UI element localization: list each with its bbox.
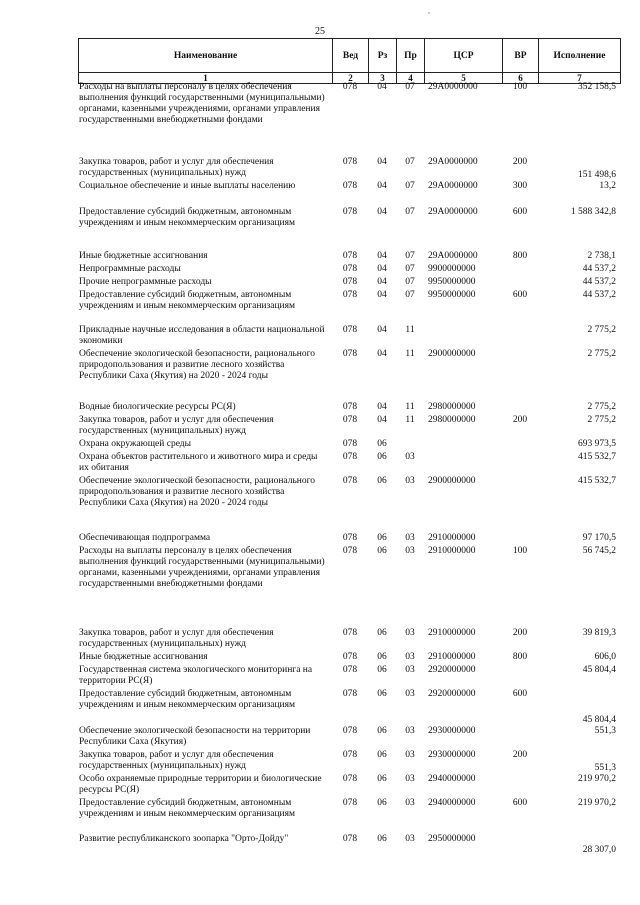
row-ved: 078 bbox=[342, 290, 358, 300]
table-row bbox=[78, 533, 620, 546]
row-vr bbox=[502, 264, 538, 277]
row-csr: 9950000000 bbox=[428, 290, 476, 300]
row-pr: 03 bbox=[405, 546, 415, 556]
row-csr: 9950000000 bbox=[428, 277, 476, 287]
row-rz: 06 bbox=[377, 798, 387, 808]
row-csr: 2900000000 bbox=[428, 476, 476, 486]
table-row bbox=[78, 726, 620, 750]
col-number: 5 bbox=[425, 73, 503, 84]
row-amount: 219 970,2 bbox=[578, 798, 616, 808]
row-name: Обеспечивающая подпрограмма bbox=[79, 533, 211, 543]
row-amount: 56 745,2 bbox=[582, 546, 616, 556]
col-number: 3 bbox=[369, 73, 397, 84]
row-ved: 078 bbox=[342, 652, 358, 662]
row-amount: 2 738,1 bbox=[587, 251, 616, 261]
row-csr: 9900000000 bbox=[428, 264, 476, 274]
row-pr: 07 bbox=[405, 290, 415, 300]
row-name: Развитие республиканского зоопарка "Орто-Дойду" bbox=[79, 834, 289, 844]
row-rz: 06 bbox=[377, 533, 387, 543]
row-name: Закупка товаров, работ и услуг для обеспечения государственных (муниципальных) нужд bbox=[79, 157, 274, 178]
row-pr: 11 bbox=[405, 325, 415, 335]
table-row bbox=[78, 277, 620, 290]
col-number: 4 bbox=[397, 73, 425, 84]
header-csr: ЦСР bbox=[425, 39, 503, 73]
row-csr: 2920000000 bbox=[428, 665, 476, 675]
row-pr: 11 bbox=[405, 402, 415, 412]
row-name: Охрана окружающей среды bbox=[79, 439, 192, 449]
header-name: Наименование bbox=[79, 39, 333, 73]
budget-table bbox=[78, 82, 620, 856]
row-ved: 078 bbox=[342, 82, 358, 92]
row-rz: 06 bbox=[377, 546, 387, 556]
row-rz: 04 bbox=[377, 402, 387, 412]
row-csr: 2910000000 bbox=[428, 628, 476, 638]
col-number: 7 bbox=[539, 73, 621, 84]
row-csr: 29А0000000 bbox=[428, 181, 478, 191]
row-rz: 04 bbox=[377, 207, 387, 217]
row-vr: 100 bbox=[512, 82, 528, 92]
row-csr: 2920000000 bbox=[428, 689, 476, 699]
header-vr: ВР bbox=[503, 39, 539, 73]
row-rz: 04 bbox=[377, 415, 387, 425]
row-name: Иные бюджетные ассигнования bbox=[79, 251, 208, 261]
row-amount: 45 804,4 bbox=[582, 715, 616, 725]
table-row bbox=[78, 774, 620, 798]
table-row bbox=[78, 665, 620, 689]
table-row bbox=[78, 349, 620, 402]
row-amount: 97 170,5 bbox=[582, 533, 616, 543]
row-amount: 693 973,5 bbox=[578, 439, 616, 449]
row-name: Прочие непрограммные расходы bbox=[79, 277, 212, 287]
row-ved: 078 bbox=[342, 689, 358, 699]
row-pr: 03 bbox=[405, 726, 415, 736]
row-pr: 07 bbox=[405, 157, 415, 167]
row-rz: 06 bbox=[377, 628, 387, 638]
row-pr: 11 bbox=[405, 349, 415, 359]
row-csr: 2910000000 bbox=[428, 533, 476, 543]
row-vr bbox=[502, 439, 538, 452]
table-row bbox=[78, 834, 620, 856]
row-rz: 06 bbox=[377, 439, 387, 449]
row-ved: 078 bbox=[342, 349, 358, 359]
table-row bbox=[78, 402, 620, 415]
row-rz: 04 bbox=[377, 82, 387, 92]
row-name: Расходы на выплаты персоналу в целях обеспечения выполнения функций государственными (муниципальными) органами, казенными учреждениями, органами управления государственными внебюджетными фондами bbox=[79, 82, 325, 125]
scan-dot bbox=[428, 12, 430, 14]
table-row bbox=[78, 652, 620, 665]
row-rz: 04 bbox=[377, 325, 387, 335]
table-row bbox=[78, 207, 620, 251]
row-name: Предоставление субсидий бюджетным, автономным учреждениям и иным некоммерческим организациям bbox=[79, 207, 296, 228]
row-ved: 078 bbox=[342, 546, 358, 556]
row-ved: 078 bbox=[342, 750, 358, 760]
row-name: Социальное обеспечение и иные выплаты населению bbox=[79, 181, 296, 191]
row-name: Иные бюджетные ассигнования bbox=[79, 652, 208, 662]
row-amount: 551,3 bbox=[594, 726, 616, 736]
row-amount: 2 775,2 bbox=[587, 415, 616, 425]
row-pr: 03 bbox=[405, 689, 415, 699]
row-vr: 200 bbox=[512, 750, 528, 760]
header-pr: Пр bbox=[397, 39, 425, 73]
row-amount: 2 775,2 bbox=[587, 402, 616, 412]
table-row bbox=[78, 750, 620, 774]
row-vr: 100 bbox=[512, 546, 528, 556]
row-csr: 2930000000 bbox=[428, 726, 476, 736]
row-vr: 600 bbox=[512, 798, 528, 808]
row-ved: 078 bbox=[342, 439, 358, 449]
col-number: 2 bbox=[333, 73, 369, 84]
row-amount: 28 307,0 bbox=[582, 845, 616, 855]
row-ved: 078 bbox=[342, 452, 358, 462]
row-name: Обеспечение экологической безопасности на территории Республики Саха (Якутия) bbox=[79, 726, 311, 747]
row-ved: 078 bbox=[342, 476, 358, 486]
row-pr: 03 bbox=[405, 665, 415, 675]
row-ved: 078 bbox=[342, 207, 358, 217]
table-row bbox=[78, 325, 620, 349]
row-vr: 200 bbox=[512, 628, 528, 638]
table-row bbox=[78, 798, 620, 834]
row-pr: 03 bbox=[405, 652, 415, 662]
row-csr: 2910000000 bbox=[428, 652, 476, 662]
row-pr: 03 bbox=[405, 774, 415, 784]
row-ved: 078 bbox=[342, 533, 358, 543]
row-vr bbox=[502, 726, 538, 750]
row-csr: 29А0000000 bbox=[428, 251, 478, 261]
row-amount: 352 158,5 bbox=[578, 82, 616, 92]
row-vr: 800 bbox=[512, 652, 528, 662]
row-name: Предоставление субсидий бюджетным, автономным учреждениям и иным некоммерческим организациям bbox=[79, 798, 296, 819]
row-amount: 44 537,2 bbox=[582, 290, 616, 300]
row-ved: 078 bbox=[342, 157, 358, 167]
col-number: 1 bbox=[79, 73, 333, 84]
row-pr: 07 bbox=[405, 251, 415, 261]
row-vr bbox=[502, 533, 538, 546]
row-rz: 06 bbox=[377, 652, 387, 662]
row-rz: 04 bbox=[377, 277, 387, 287]
row-amount: 1 588 342,8 bbox=[570, 207, 616, 217]
row-ved: 078 bbox=[342, 726, 358, 736]
row-name: Прикладные научные исследования в области национальной экономики bbox=[79, 325, 325, 346]
page-number: 25 bbox=[315, 26, 325, 37]
row-ved: 078 bbox=[342, 834, 358, 844]
row-ved: 078 bbox=[342, 181, 358, 191]
row-rz: 04 bbox=[377, 251, 387, 261]
col-number: 6 bbox=[503, 73, 539, 84]
row-csr: 2930000000 bbox=[428, 750, 476, 760]
row-amount: 219 970,2 bbox=[578, 774, 616, 784]
row-rz: 04 bbox=[377, 264, 387, 274]
row-name: Закупка товаров, работ и услуг для обеспечения государственных (муниципальных) нужд bbox=[79, 750, 274, 771]
row-name: Обеспечение экологической безопасности, рационального природопользования и развитие лесного хозяйства Республики Саха (Якутия) на 2020 - 2024 годы bbox=[79, 476, 316, 508]
table-row bbox=[78, 628, 620, 652]
row-pr: 03 bbox=[405, 750, 415, 760]
row-pr: 07 bbox=[405, 207, 415, 217]
row-csr bbox=[424, 452, 502, 476]
table-header bbox=[78, 38, 621, 84]
row-rz: 04 bbox=[377, 290, 387, 300]
row-pr: 07 bbox=[405, 82, 415, 92]
table-row bbox=[78, 452, 620, 476]
row-vr bbox=[502, 349, 538, 402]
row-amount: 39 819,3 bbox=[582, 628, 616, 638]
row-vr: 200 bbox=[512, 157, 528, 167]
row-vr bbox=[502, 325, 538, 349]
table-row bbox=[78, 689, 620, 726]
row-name: Предоставление субсидий бюджетным, автономным учреждениям и иным некоммерческим организациям bbox=[79, 689, 296, 710]
header-rz: Рз bbox=[369, 39, 397, 73]
row-ved: 078 bbox=[342, 402, 358, 412]
row-amount: 415 532,7 bbox=[578, 452, 616, 462]
row-ved: 078 bbox=[342, 628, 358, 638]
row-pr: 07 bbox=[405, 277, 415, 287]
row-csr bbox=[424, 325, 502, 349]
row-name: Расходы на выплаты персоналу в целях обеспечения выполнения функций государственными (муниципальными) органами, казенными учреждениями, органами управления государственными внебюджетными фондами bbox=[79, 546, 325, 589]
table-row bbox=[78, 264, 620, 277]
row-csr: 29А0000000 bbox=[428, 207, 478, 217]
row-name: Особо охраняемые природные территории и биологические ресурсы РС(Я) bbox=[79, 774, 322, 795]
row-rz: 06 bbox=[377, 476, 387, 486]
row-rz: 06 bbox=[377, 726, 387, 736]
row-name: Обеспечение экологической безопасности, рационального природопользования и развитие лесного хозяйства Республики Саха (Якутия) на 2020 - 2024 годы bbox=[79, 349, 316, 381]
row-pr bbox=[396, 439, 424, 452]
row-ved: 078 bbox=[342, 277, 358, 287]
row-name: Охрана объектов растительного и животного мира и среды их обитания bbox=[79, 452, 318, 473]
row-amount: 415 532,7 bbox=[578, 476, 616, 486]
row-ved: 078 bbox=[342, 415, 358, 425]
row-name: Закупка товаров, работ и услуг для обеспечения государственных (муниципальных) нужд bbox=[79, 628, 274, 649]
table-row bbox=[78, 181, 620, 207]
table-row bbox=[78, 439, 620, 452]
row-rz: 06 bbox=[377, 452, 387, 462]
table-row bbox=[78, 251, 620, 264]
row-csr: 2900000000 bbox=[428, 349, 476, 359]
row-vr: 600 bbox=[512, 689, 528, 699]
table-row bbox=[78, 546, 620, 628]
row-rz: 06 bbox=[377, 834, 387, 844]
table-row bbox=[78, 157, 620, 181]
row-pr: 03 bbox=[405, 533, 415, 543]
row-amount: 606,0 bbox=[594, 652, 616, 662]
row-csr: 29А0000000 bbox=[428, 82, 478, 92]
row-csr: 2940000000 bbox=[428, 774, 476, 784]
row-csr: 29А0000000 bbox=[428, 157, 478, 167]
row-rz: 04 bbox=[377, 181, 387, 191]
row-pr: 03 bbox=[405, 476, 415, 486]
row-vr bbox=[502, 476, 538, 533]
row-vr bbox=[502, 665, 538, 689]
row-name: Непрограммные расходы bbox=[79, 264, 181, 274]
row-ved: 078 bbox=[342, 251, 358, 261]
row-vr bbox=[502, 452, 538, 476]
row-vr: 800 bbox=[512, 251, 528, 261]
table-row bbox=[78, 415, 620, 439]
row-rz: 06 bbox=[377, 689, 387, 699]
table-row bbox=[78, 82, 620, 157]
row-vr: 600 bbox=[512, 207, 528, 217]
row-amount: 551,3 bbox=[594, 763, 616, 773]
row-name: Государственная система экологического мониторинга на территории РС(Я) bbox=[79, 665, 313, 686]
row-pr: 03 bbox=[405, 628, 415, 638]
row-rz: 04 bbox=[377, 157, 387, 167]
row-vr: 600 bbox=[512, 290, 528, 300]
row-csr: 2980000000 bbox=[428, 402, 476, 412]
row-rz: 04 bbox=[377, 349, 387, 359]
row-pr: 07 bbox=[405, 181, 415, 191]
row-pr: 07 bbox=[405, 264, 415, 274]
row-amount: 151 498,6 bbox=[578, 170, 616, 180]
row-ved: 078 bbox=[342, 325, 358, 335]
row-csr: 2940000000 bbox=[428, 798, 476, 808]
row-ved: 078 bbox=[342, 774, 358, 784]
row-csr: 2910000000 bbox=[428, 546, 476, 556]
row-vr bbox=[502, 834, 538, 856]
row-name: Закупка товаров, работ и услуг для обеспечения государственных (муниципальных) нужд bbox=[79, 415, 274, 436]
row-ved: 078 bbox=[342, 665, 358, 675]
row-amount: 44 537,2 bbox=[582, 277, 616, 287]
row-csr: 2980000000 bbox=[428, 415, 476, 425]
row-amount: 2 775,2 bbox=[587, 325, 616, 335]
row-csr: 2950000000 bbox=[428, 834, 476, 844]
row-vr: 200 bbox=[512, 415, 528, 425]
row-vr bbox=[502, 277, 538, 290]
row-rz: 06 bbox=[377, 665, 387, 675]
row-vr bbox=[502, 774, 538, 798]
row-ved: 078 bbox=[342, 798, 358, 808]
row-name: Предоставление субсидий бюджетным, автономным учреждениям и иным некоммерческим организациям bbox=[79, 290, 296, 311]
row-amount: 13,2 bbox=[599, 181, 616, 191]
row-csr bbox=[424, 439, 502, 452]
row-vr: 300 bbox=[512, 181, 528, 191]
row-pr: 03 bbox=[405, 834, 415, 844]
row-ved: 078 bbox=[342, 264, 358, 274]
header-isp: Исполнение bbox=[539, 39, 621, 73]
row-vr bbox=[502, 402, 538, 415]
row-name: Водные биологические ресурсы РС(Я) bbox=[79, 402, 236, 412]
table-row bbox=[78, 476, 620, 533]
row-rz: 06 bbox=[377, 750, 387, 760]
row-pr: 03 bbox=[405, 452, 415, 462]
table-row bbox=[78, 290, 620, 325]
row-amount: 44 537,2 bbox=[582, 264, 616, 274]
header-ved: Вед bbox=[333, 39, 369, 73]
row-pr: 03 bbox=[405, 798, 415, 808]
row-pr: 11 bbox=[405, 415, 415, 425]
row-amount: 2 775,2 bbox=[587, 349, 616, 359]
row-amount: 45 804,4 bbox=[582, 665, 616, 675]
row-rz: 06 bbox=[377, 774, 387, 784]
